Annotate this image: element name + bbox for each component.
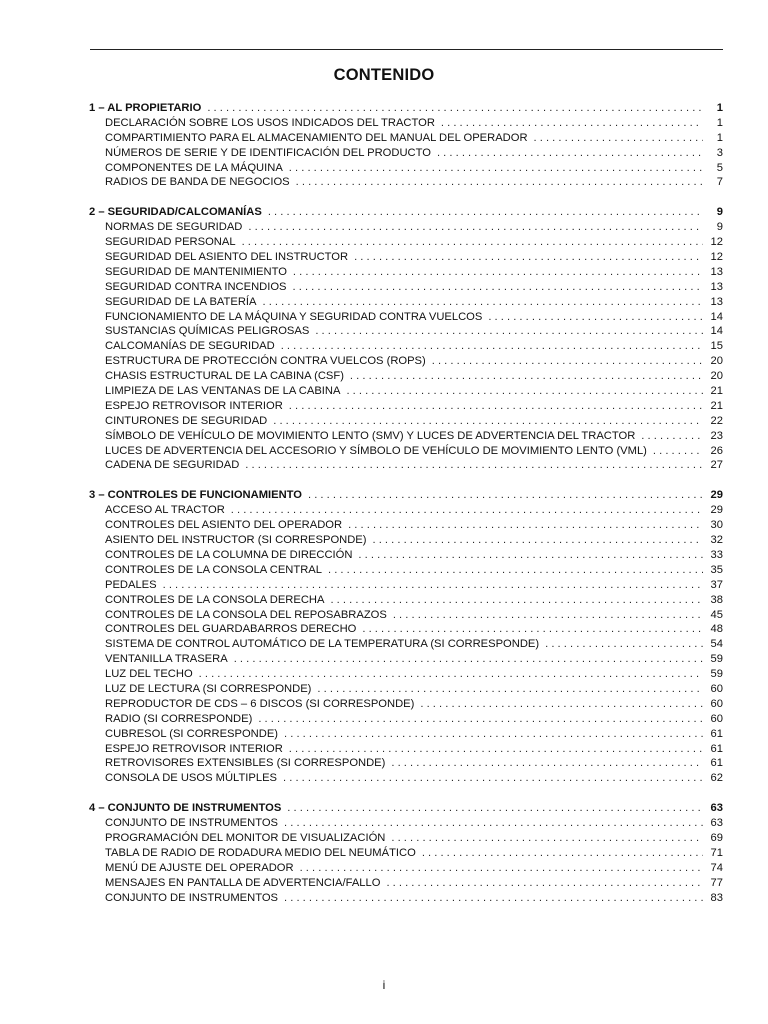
toc-entry-label: RETROVISORES EXTENSIBLES (SI CORRESPONDE) (105, 757, 386, 770)
leader-dots (281, 339, 703, 354)
leader-dots (284, 891, 703, 906)
toc-entry[interactable] (89, 846, 723, 861)
toc-entry-page: 33 (710, 548, 723, 561)
toc-entry-page: 69 (710, 831, 723, 844)
toc-entry[interactable] (89, 324, 723, 339)
toc-entry-page: 14 (710, 325, 723, 338)
toc-entry-page: 32 (710, 534, 723, 547)
leader-dots (317, 682, 703, 697)
toc-entry-page: 20 (710, 355, 723, 368)
leader-dots (441, 116, 703, 131)
toc-entry[interactable] (89, 742, 723, 757)
toc-entry[interactable] (89, 771, 723, 786)
toc-entry[interactable] (89, 682, 723, 697)
toc-entry[interactable] (89, 161, 723, 176)
leader-dots (391, 831, 703, 846)
toc-heading-page: 1 (716, 102, 723, 114)
leader-dots (268, 205, 703, 220)
toc-section-2 (89, 205, 723, 473)
toc-entry-label: RADIOS DE BANDA DE NEGOCIOS (105, 176, 290, 189)
toc-entry-page: 20 (710, 370, 723, 383)
toc-entry-label: MENSAJES EN PANTALLA DE ADVERTENCIA/FALLO (105, 876, 381, 889)
toc-entry-page: 61 (710, 757, 723, 770)
toc-heading-label: 2 – SEGURIDAD/CALCOMANÍAS (89, 206, 262, 219)
toc-entry[interactable] (89, 131, 723, 146)
toc-entry-page: 27 (710, 459, 723, 472)
toc-entry-label: LUCES DE ADVERTENCIA DEL ACCESORIO Y SÍMBOLO DE VEHÍCULO DE MOVIMIENTO LENTO (VML) (105, 444, 647, 457)
toc-entry-page: 7 (716, 176, 723, 189)
page-number-footer: i (382, 978, 386, 992)
leader-dots (488, 310, 703, 325)
toc-entry[interactable] (89, 444, 723, 459)
toc-entry-label: RADIO (SI CORRESPONDE) (105, 712, 253, 725)
leader-dots (199, 667, 703, 682)
leader-dots (373, 533, 704, 548)
leader-dots (289, 742, 703, 757)
toc-entry-label: SEGURIDAD DE LA BATERÍA (105, 295, 257, 308)
toc-entry-label: PROGRAMACIÓN DEL MONITOR DE VISUALIZACIÓN (105, 831, 386, 844)
toc-entry-page: 14 (710, 310, 723, 323)
leader-dots (242, 235, 703, 250)
leader-dots (653, 444, 703, 459)
toc-entry[interactable] (89, 369, 723, 384)
toc-entry-label: CUBRESOL (SI CORRESPONDE) (105, 727, 279, 740)
toc-entry[interactable] (89, 146, 723, 161)
leader-dots (330, 593, 703, 608)
toc-entry[interactable] (89, 593, 723, 608)
toc-entry[interactable] (89, 876, 723, 891)
leader-dots (231, 503, 703, 518)
toc-entry-page: 35 (710, 563, 723, 576)
leader-dots (432, 354, 703, 369)
toc-entry-page: 77 (710, 876, 723, 889)
toc-entry-page: 61 (710, 742, 723, 755)
leader-dots (362, 622, 703, 637)
leader-dots (273, 414, 703, 429)
toc-entry[interactable] (89, 265, 723, 280)
toc-entry-page: 59 (710, 668, 723, 681)
toc-entry-label: DECLARACIÓN SOBRE LOS USOS INDICADOS DEL TRACTOR (105, 116, 435, 129)
toc-entry-page: 23 (710, 429, 723, 442)
toc-entry-page: 59 (710, 653, 723, 666)
toc-entry-label: CONTROLES DE LA CONSOLA DEL REPOSABRAZOS (105, 608, 387, 621)
toc-entry[interactable] (89, 503, 723, 518)
toc-entry-label: SUSTANCIAS QUÍMICAS PELIGROSAS (105, 325, 310, 338)
toc-heading[interactable] (89, 205, 723, 220)
toc-entry-page: 22 (710, 414, 723, 427)
leader-dots (308, 488, 703, 503)
toc-entry-label: CONTROLES DEL ASIENTO DEL OPERADOR (105, 519, 343, 532)
leader-dots (287, 801, 703, 816)
toc-entry-page: 26 (710, 444, 723, 457)
leader-dots (534, 131, 703, 146)
toc-entry-label: TABLA DE RADIO DE RODADURA MEDIO DEL NEUMÁTICO (105, 846, 416, 859)
toc-entry[interactable] (89, 637, 723, 652)
leader-dots (420, 697, 703, 712)
toc-entry-page: 71 (710, 846, 723, 859)
leader-dots (300, 861, 703, 876)
toc-entry-page: 15 (710, 340, 723, 353)
toc-entry[interactable] (89, 667, 723, 682)
toc-entry-label: CONTROLES DE LA CONSOLA CENTRAL (105, 563, 322, 576)
toc-entry-label: CONJUNTO DE INSTRUMENTOS (105, 817, 279, 830)
toc-entry[interactable] (89, 280, 723, 295)
leader-dots (315, 324, 703, 339)
toc-entry-label: SEGURIDAD CONTRA INCENDIOS (105, 280, 287, 293)
toc-entry-label: ESPEJO RETROVISOR INTERIOR (105, 742, 283, 755)
leader-dots (289, 399, 703, 414)
toc-entry-label: VENTANILLA TRASERA (105, 653, 228, 666)
toc-entry-label: CONTROLES DE LA CONSOLA DERECHA (105, 593, 325, 606)
toc-heading-label: 1 – AL PROPIETARIO (89, 102, 202, 114)
leader-dots (422, 846, 703, 861)
toc-entry-label: ESTRUCTURA DE PROTECCIÓN CONTRA VUELCOS (ROPS) (105, 355, 426, 368)
table-of-contents (89, 101, 723, 920)
toc-entry-label: LUZ DEL TECHO (105, 668, 193, 681)
toc-heading[interactable] (89, 801, 723, 816)
leader-dots (386, 876, 703, 891)
leader-dots (258, 712, 703, 727)
toc-entry-page: 38 (710, 593, 723, 606)
toc-entry-page: 62 (710, 772, 723, 785)
toc-entry-page: 60 (710, 682, 723, 695)
toc-entry[interactable] (89, 652, 723, 667)
toc-entry-label: LIMPIEZA DE LAS VENTANAS DE LA CABINA (105, 385, 341, 398)
toc-entry[interactable] (89, 429, 723, 444)
toc-entry[interactable] (89, 384, 723, 399)
toc-entry-label: ACCESO AL TRACTOR (105, 504, 225, 517)
leader-dots (248, 220, 703, 235)
leader-dots (328, 563, 703, 578)
leader-dots (234, 652, 703, 667)
toc-entry-label: CONSOLA DE USOS MÚLTIPLES (105, 772, 278, 785)
toc-entry[interactable] (89, 578, 723, 593)
toc-entry[interactable] (89, 697, 723, 712)
toc-entry-label: SÍMBOLO DE VEHÍCULO DE MOVIMIENTO LENTO (SMV) Y LUCES DE ADVERTENCIA DEL TRACTOR (105, 429, 636, 442)
leader-dots (437, 146, 703, 161)
leader-dots (391, 756, 703, 771)
toc-entry-page: 83 (710, 891, 723, 904)
toc-entry-page: 1 (716, 131, 723, 144)
toc-entry-label: SISTEMA DE CONTROL AUTOMÁTICO DE LA TEMPERATURA (SI CORRESPONDE) (105, 638, 540, 651)
page-title: CONTENIDO (333, 66, 435, 84)
toc-entry-page: 5 (716, 161, 723, 174)
toc-entry[interactable] (89, 354, 723, 369)
toc-entry-label: CONTROLES DE LA COLUMNA DE DIRECCIÓN (105, 548, 353, 561)
toc-entry-page: 74 (710, 861, 723, 874)
toc-entry-label: SEGURIDAD PERSONAL (105, 236, 236, 249)
toc-entry[interactable] (89, 816, 723, 831)
toc-entry[interactable] (89, 563, 723, 578)
leader-dots (545, 637, 703, 652)
toc-entry[interactable] (89, 339, 723, 354)
toc-entry[interactable] (89, 861, 723, 876)
leader-dots (245, 458, 703, 473)
toc-entry-page: 21 (710, 385, 723, 398)
toc-entry-label: ASIENTO DEL INSTRUCTOR (SI CORRESPONDE) (105, 534, 367, 547)
toc-entry-label: SEGURIDAD DEL ASIENTO DEL INSTRUCTOR (105, 251, 349, 264)
leader-dots (350, 369, 703, 384)
toc-entry[interactable] (89, 458, 723, 473)
toc-entry[interactable] (89, 310, 723, 325)
leader-dots (358, 548, 703, 563)
toc-entry-page: 12 (710, 236, 723, 249)
toc-section-1 (89, 101, 723, 190)
toc-entry-page: 13 (710, 265, 723, 278)
toc-entry-page: 13 (710, 295, 723, 308)
toc-entry-page: 29 (710, 504, 723, 517)
leader-dots (284, 727, 703, 742)
toc-entry-page: 61 (710, 727, 723, 740)
toc-heading-label: 3 – CONTROLES DE FUNCIONAMIENTO (89, 489, 302, 502)
header-rule (90, 49, 723, 50)
toc-entry[interactable] (89, 220, 723, 235)
toc-entry-page: 12 (710, 251, 723, 264)
toc-entry[interactable] (89, 831, 723, 846)
leader-dots (163, 578, 703, 593)
toc-section-3 (89, 488, 723, 786)
toc-entry[interactable] (89, 399, 723, 414)
toc-entry-page: 21 (710, 399, 723, 412)
toc-entry[interactable] (89, 295, 723, 310)
leader-dots (393, 608, 703, 623)
leader-dots (348, 518, 703, 533)
toc-entry-page: 3 (716, 146, 723, 159)
toc-heading-label: 4 – CONJUNTO DE INSTRUMENTOS (89, 802, 282, 815)
toc-entry-page: 45 (710, 608, 723, 621)
toc-entry-label: COMPONENTES DE LA MÁQUINA (105, 161, 283, 174)
toc-entry-page: 9 (716, 221, 723, 234)
toc-entry-label: MENÚ DE AJUSTE DEL OPERADOR (105, 861, 294, 874)
toc-entry-label: COMPARTIMIENTO PARA EL ALMACENAMIENTO DEL MANUAL DEL OPERADOR (105, 131, 528, 144)
toc-heading-page: 63 (710, 802, 723, 815)
toc-entry-page: 30 (710, 519, 723, 532)
toc-entry-page: 48 (710, 623, 723, 636)
leader-dots (354, 250, 703, 265)
toc-entry-label: CONTROLES DEL GUARDABARROS DERECHO (105, 623, 357, 636)
toc-heading-page: 29 (710, 489, 723, 502)
toc-entry[interactable] (89, 727, 723, 742)
leader-dots (293, 280, 703, 295)
toc-entry[interactable] (89, 235, 723, 250)
leader-dots (284, 816, 703, 831)
toc-entry[interactable] (89, 175, 723, 190)
toc-entry-page: 63 (710, 817, 723, 830)
toc-entry-label: PEDALES (105, 578, 157, 591)
leader-dots (296, 175, 703, 190)
leader-dots (346, 384, 703, 399)
toc-entry-page: 60 (710, 712, 723, 725)
toc-entry-label: CALCOMANÍAS DE SEGURIDAD (105, 340, 275, 353)
toc-entry[interactable] (89, 250, 723, 265)
toc-entry[interactable] (89, 548, 723, 563)
toc-heading[interactable] (89, 488, 723, 503)
toc-entry-label: NÚMEROS DE SERIE Y DE IDENTIFICACIÓN DEL PRODUCTO (105, 146, 431, 159)
toc-entry-label: ESPEJO RETROVISOR INTERIOR (105, 399, 283, 412)
toc-entry-label: NORMAS DE SEGURIDAD (105, 221, 243, 234)
toc-entry[interactable] (89, 712, 723, 727)
toc-entry-page: 1 (716, 116, 723, 129)
toc-entry[interactable] (89, 608, 723, 623)
toc-entry-label: SEGURIDAD DE MANTENIMIENTO (105, 265, 287, 278)
toc-entry-page: 54 (710, 638, 723, 651)
toc-entry-label: CADENA DE SEGURIDAD (105, 459, 240, 472)
toc-entry[interactable] (89, 622, 723, 637)
toc-entry-label: FUNCIONAMIENTO DE LA MÁQUINA Y SEGURIDAD CONTRA VUELCOS (105, 310, 483, 323)
toc-entry[interactable] (89, 533, 723, 548)
toc-entry-page: 13 (710, 280, 723, 293)
toc-entry[interactable] (89, 891, 723, 906)
leader-dots (293, 265, 703, 280)
toc-heading-page: 9 (716, 206, 723, 219)
toc-entry-page: 37 (710, 578, 723, 591)
toc-entry-page: 60 (710, 697, 723, 710)
toc-entry-label: REPRODUCTOR DE CDS – 6 DISCOS (SI CORRESPONDE) (105, 697, 415, 710)
toc-entry-label: CONJUNTO DE INSTRUMENTOS (105, 891, 279, 904)
leader-dots (262, 295, 703, 310)
leader-dots (641, 429, 703, 444)
toc-section-4 (89, 801, 723, 905)
toc-entry[interactable] (89, 116, 723, 131)
toc-entry-label: LUZ DE LECTURA (SI CORRESPONDE) (105, 682, 312, 695)
leader-dots (283, 771, 703, 786)
toc-entry-label: CHASIS ESTRUCTURAL DE LA CABINA (CSF) (105, 370, 344, 383)
toc-entry[interactable] (89, 756, 723, 771)
leader-dots (289, 161, 703, 176)
toc-heading[interactable] (89, 101, 723, 116)
toc-entry[interactable] (89, 414, 723, 429)
toc-entry-label: CINTURONES DE SEGURIDAD (105, 414, 268, 427)
leader-dots (207, 101, 703, 116)
toc-entry[interactable] (89, 518, 723, 533)
